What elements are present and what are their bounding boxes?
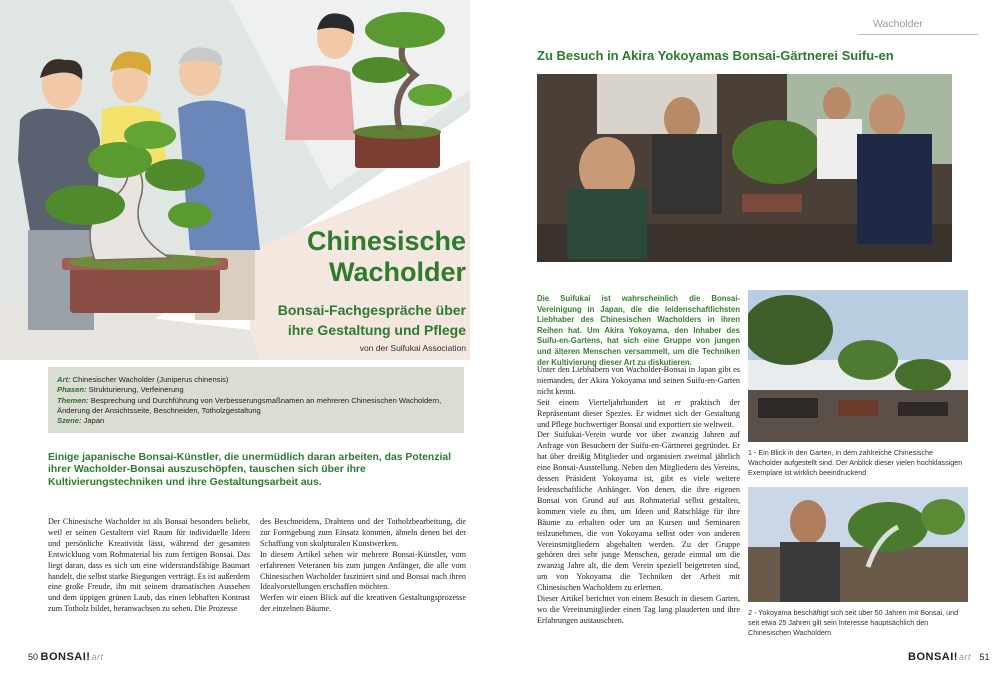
- intro-lead: Einige japanische Bonsai-Künstler, die unermüdlich daran arbeiten, das Potenzial ihrer Wacholder-Bonsai auszuschöpfen, tauschen sich über ihre Kultivierungstechniken und ihre Gestaltungsarbeit aus.: [48, 452, 452, 488]
- caption-2: 2 - Yokoyama beschäftigt sich seit über 50 Jahren mit Bonsai, und seit etwa 25 Jahren gilt sein Interesse hauptsächlich den Chinesischen Wacholdern: [748, 608, 959, 637]
- garden-photo-image: [748, 290, 968, 442]
- info-row-phases: Phasen: Strukturierung, Verfeinerung: [57, 385, 184, 395]
- page-title: Chinesische Wacholder: [306, 226, 466, 287]
- garden-photo: [748, 290, 968, 442]
- caption-1: 1 - Ein Blick in den Garten, in dem zahlreiche Chinesische Wacholder aufgestellt sind. Der Anblick dieser vielen hochklassigen Exemplare ist wirklich beeindruckend: [748, 448, 963, 477]
- magazine-logo: BONSAI!art: [40, 651, 104, 663]
- article-title: Zu Besuch in Akira Yokoyamas Bonsai-Gärtnerei Suifu-en: [537, 48, 894, 63]
- article-body: Unter den Liebhabern von Wacholder-Bonsai in Japan gibt es niemanden, der Akira Yokoyama und seinen Suifu-en-Garten nicht kennt. Seit einem Vierteljahrhundert ist er praktisch der Repräsentant dieser Spezies. Er widmet sich der Gestaltung und Pflege hochwertiger Bonsai und exportiert sie weltweit. Der Suifukai-Verein wurde vor über zwanzig Jahren auf Anfrage von Besuchern der Suifu-en-Gärtnerei gegründet. Er hat über dreißig Mitglieder und organisiert zweimal jährlich eine Bonsai-Ausstellung. Neben den Mitgliedern des Vereins, dessen Präsident Yokoyama ist, gibt es viele weitere leidenschaftliche Anhänger. Von denen, die ihre eigenen Bonsai von Grund auf aus Rohmaterial selbst gestalten, kommen viele zu ihm, um Ideen und Ratschläge für ihre Bäume zu erhalten oder um an Kursen und Seminaren teilzunehmen, die von Yokoyama selbst oder von anderen Vereinsmitgliedern abgehalten werden. Zu der Gruppe gehören drei sehr junge Menschen, gerade einmal um die zwanzig Jahre alt, die dem Verein speziell beigetreten sind, um von Yokoyama die Techniken der Arbeit mit Chinesischen Wacholdern zu erlernen. Dieser Artikel berichtet von einem Besuch in diesem Garten, wo die Vereinsmitglieder einen Tag lang plauderten und ihre Erfahrungen austauschten.: [537, 365, 740, 625]
- info-row-scene: Szene: Japan: [57, 416, 105, 426]
- body-column-2: des Beschneidens, Drahtens und der Totholzbearbeitung, die zur Formgebung zum Einsatz kommen, ähneln denen bei der Schaffung von skulpturalen Kunstwerken. In diesem Artikel sehen wir mehrere Bonsai-Künstler, vom erfahrenen Veteranen bis zum jungen Anfänger, die alle vom Chinesischen Wacholder fasziniert sind und Bonsai nach ihren Idealvorstellungen erschaffen möchten. Werfen wir einen Blick auf die kreativen Gestaltungsprozesse der einzelnen Bäume.: [260, 517, 466, 614]
- info-row-species: Art: Chinesischer Wacholder (Juniperus chinensis): [57, 375, 229, 384]
- portrait-photo: [748, 487, 968, 602]
- section-divider: [858, 34, 978, 35]
- right-folio: [908, 651, 990, 663]
- page-number-right: 51: [979, 652, 990, 662]
- group-photo-image: [537, 74, 952, 262]
- group-photo: [537, 74, 952, 262]
- body-column-1: Der Chinesische Wacholder ist als Bonsai besonders beliebt, weil er seinen Gestaltern viel Raum für individuelle Ideen und persönliche Kreativität lässt, während der gesamten Entwicklung vom Rohmaterial bis zum fertigen Bonsai. Das liegt daran, dass es sich um eine widerstandsfähige Baumart handelt, die selbst starke Biegungen verträgt. Es ist außerdem eine große Freude, ihn mit seinem dramatischen Aussehen und dem üppigen grünen Laub, das einen lebhaften Kontrast zum Totholz bildet, heranwachsen zu sehen. Die Prozesse: [48, 517, 250, 614]
- byline: von der Suifukai Association: [359, 343, 466, 353]
- page-number: 50: [28, 652, 39, 662]
- info-box: [48, 367, 464, 433]
- info-row-topics: Themen: Besprechung und Durchführung von Verbesserungsmaßnamen an mehreren Chinesischen Wacholdern, Änderung der Ansichtsseite, Beschneiden, Totholzgestaltung: [57, 395, 442, 415]
- left-folio: [28, 651, 104, 663]
- section-label: Wacholder: [873, 18, 923, 30]
- portrait-photo-image: [748, 487, 968, 602]
- magazine-logo-right: BONSAI!art: [908, 651, 971, 663]
- article-lead: Die Suifukai ist wahrscheinlich die Bonsai-Vereinigung in Japan, die die leidenschaftlichsten Liebhaber des Chinesischen Wacholders in ihren Reihen hat. Um Akira Yokoyama, den Inhaber des Suifu-en-Gartens, hat sich eine Gruppe von jungen und älteren Menschen versammelt, um die Techniken der Kultivierung dieser Art zu diskutieren.: [537, 294, 740, 367]
- page-subtitle: Bonsai-Fachgespräche über ihre Gestaltung und Pflege: [277, 302, 466, 338]
